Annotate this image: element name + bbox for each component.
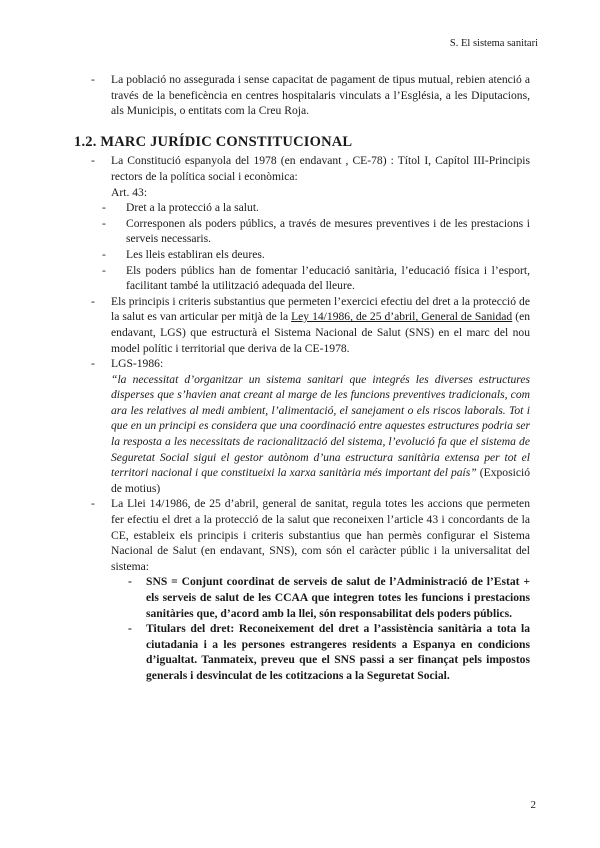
- lgs-quote: “la necessitat d’organitzar un sistema sanitari que integrés les diverses estructures disperses que s’havien anat creant al marge de les funcions preventives tradicionals, com ara les relatives al medi ambient, l’alimentació, el sanejament o els riscos laborals. Tot i que en un principi es considera que una coordinació entre aquestes estructures podria ser la resposta a les necessitats de racionalització del sistema, l’evolució fa que el sistema de Seguretat Social sigui el gestor autònom d’una estructura sanitària extensa per tot el territori nacional i que constitueixi la xarxa sanitària més important del país”: [111, 372, 530, 480]
- bullet-dash: -: [91, 73, 95, 86]
- bullet-dash: -: [91, 497, 95, 511]
- running-header: S. El sistema sanitari: [449, 38, 538, 49]
- page-number: 2: [530, 799, 536, 811]
- principles-text-end: (en endavant, LGS) que estructurà el Sistema Nacional de Salut (SNS) en el marc del nou model polític i territorial que deriva de la CE-1978.: [111, 310, 531, 355]
- bullet-dash: -: [128, 622, 132, 636]
- bullet-dash: -: [91, 294, 95, 308]
- article-label: Art. 43:: [111, 185, 148, 199]
- article-point-text: Dret a la protecció a la salut.: [126, 201, 259, 215]
- principles-paragraph: [84, 294, 530, 356]
- intro-paragraph: [84, 72, 530, 119]
- article-point: [84, 247, 530, 263]
- lgs-paragraph: [84, 356, 530, 496]
- article-point: [84, 263, 530, 294]
- article-point: [84, 200, 530, 216]
- article-point-text: Els poders públics han de fomentar l’educació sanitària, l’educació física i l’esport, facilitant també la utilització adequada del lleure.: [126, 263, 530, 293]
- article-point-text: Les lleis establiran els deures.: [126, 247, 265, 261]
- law-paragraph: [84, 496, 530, 574]
- law-point: [84, 574, 530, 621]
- article-point: [84, 216, 530, 247]
- bullet-dash: -: [128, 575, 132, 589]
- lgs-quote-block: [111, 372, 530, 497]
- article-point-text: Corresponen als poders públics, a través de mesures preventives i de les prestacions i serveis necessaris.: [126, 216, 530, 246]
- principles-text-start: Els principis i criteris substantius que permeten l’exercici efectiu del dret a la protecció de la salut es van articular per mitjà de la: [111, 294, 530, 324]
- bullet-dash: -: [102, 216, 106, 230]
- law-point-text: Titulars del dret: Reconeixement del dret a l’assistència sanitària a tota la ciutadania i a les persones estrangeres residents a Espanya en condicions d’igualtat. Tanmateix, preveu que el SNS passi a ser finançat pels impostos generals i desvinculat de les cotitzacions a la Seguretat Social.: [146, 622, 530, 682]
- law-text: La Llei 14/1986, de 25 d’abril, general de sanitat, regula totes les accions que permeten fer efectiu el dret a la protecció de la salut que reconeixen l’article 43 i concordants de la CE, estableix els principis i criteris substantius que han permès configurar el Sistema Nacional de Salut (en endavant, SNS), com són el caràcter públic i la universalitat del sistema:: [111, 497, 530, 573]
- law-link[interactable]: Ley 14/1986, de 25 d’abril, General de Sanidad: [291, 310, 513, 324]
- bullet-dash: -: [91, 154, 95, 168]
- section-heading: 1.2. MARC JURÍDIC CONSTITUCIONAL: [74, 133, 353, 150]
- lgs-quote-source: (Exposició de motius): [111, 466, 530, 495]
- bullet-dash: -: [102, 263, 106, 277]
- bullet-dash: -: [102, 201, 106, 215]
- page-content: [74, 72, 531, 684]
- law-point-text: SNS = Conjunt coordinat de serveis de salut de l’Administració de l’Estat + els serveis de salut de les CCAA que integren totes les funcions i prestacions sanitàries que, d’acord amb la llei, són responsabilitat dels poders públics.: [146, 575, 530, 620]
- constitution-paragraph: [84, 153, 530, 184]
- constitution-text: La Constitució espanyola del 1978 (en endavant , CE-78) : Títol I, Capítol III-Principis rectors de la política social i econòmica:: [111, 154, 530, 183]
- lgs-label: LGS-1986:: [111, 357, 164, 371]
- law-point: [84, 621, 530, 683]
- bullet-dash: -: [91, 357, 95, 371]
- intro-text: La població no assegurada i sense capacitat de pagament de tipus mutual, rebien atenció a través de la beneficència en centres hospitalaris vinculats a l’Església, a les Diputacions, als Municipis, o entitats com la Creu Roja.: [111, 73, 530, 118]
- bullet-dash: -: [102, 247, 106, 261]
